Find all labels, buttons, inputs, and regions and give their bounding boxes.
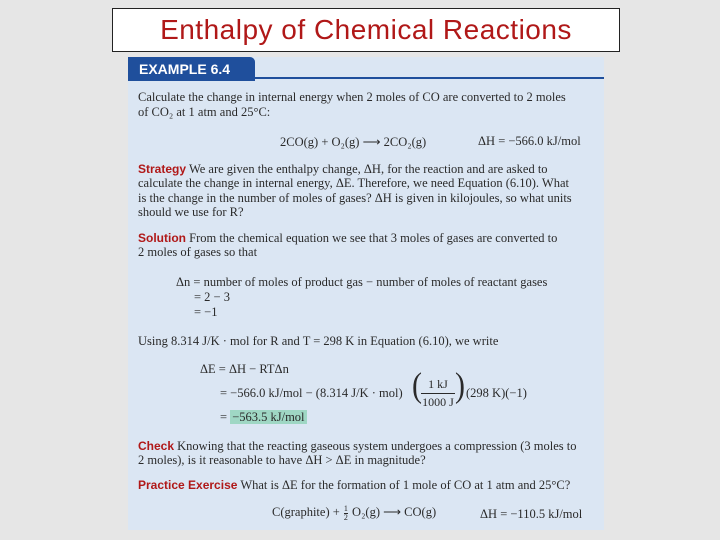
half-numerator: 1: [343, 503, 348, 513]
check-line-1: Knowing that the reacting gaseous system undergoes a compression (3 moles to: [177, 439, 577, 453]
example-tab: EXAMPLE 6.4: [128, 57, 255, 81]
delta-e-line-3: [220, 410, 307, 425]
strategy-line-1: We are given the enthalpy change, ΔH, for the reaction and are asked to: [188, 162, 548, 176]
paren-close: ): [455, 366, 465, 405]
fraction-numerator: 1 kJ: [428, 377, 448, 391]
strategy-line-2: calculate the change in internal energy, ΔE. Therefore, we need Equation (6.10). What: [138, 176, 570, 191]
delta-e-line-1: ΔE = ΔH − RTΔn: [200, 362, 289, 376]
practice-equation: [272, 504, 436, 522]
practice-eq-right: O₂(g) ⟶ CO(g): [352, 505, 437, 519]
fraction-denominator: 1000 J: [422, 395, 454, 409]
example-box: [128, 57, 604, 530]
fraction-bar: [421, 393, 455, 394]
reaction-equation: 2CO(g) + O₂(g) ⟶ 2CO₂(g): [280, 135, 427, 149]
practice-section: [138, 478, 570, 492]
problem-line-2: of CO₂ at 1 atm and 25°C:: [138, 105, 271, 119]
delta-n-line-3: = −1: [194, 305, 218, 319]
delta-e-line-2-left: = −566.0 kJ/mol − (8.314 J/K · mol): [220, 386, 403, 400]
check-section: [138, 439, 577, 468]
problem-line-1: Calculate the change in internal energy when 2 moles of CO are converted to 2 moles: [138, 90, 566, 104]
strategy-heading: Strategy: [138, 162, 187, 176]
delta-e-result: −563.5 kJ/mol: [232, 410, 305, 424]
delta-n-line-1: Δn = number of moles of product gas − number of moles of reactant gases: [176, 275, 548, 289]
solution-heading: Solution: [138, 231, 186, 245]
solution-line-1: From the chemical equation we see that 3 moles of gases are converted to: [189, 231, 558, 245]
solution-section: [138, 231, 557, 260]
check-line-2: 2 moles), is it reasonable to have ΔH > ΔE in magnitude?: [138, 453, 426, 468]
solution-line-2: 2 moles of gases so that: [138, 245, 258, 260]
practice-eq-left: C(graphite) +: [272, 505, 340, 519]
slide-title: Enthalpy of Chemical Reactions: [112, 8, 620, 52]
paren-open: (: [412, 366, 422, 405]
practice-enthalpy: ΔH = −110.5 kJ/mol: [480, 507, 583, 521]
half-fraction: [344, 505, 348, 522]
check-heading: Check: [138, 439, 175, 453]
strategy-section: [138, 162, 572, 219]
delta-e-line-2-right: (298 K)(−1): [466, 386, 527, 400]
unit-fraction: [421, 377, 455, 410]
practice-heading: Practice Exercise: [138, 478, 238, 492]
strategy-line-4: should we use for R?: [138, 204, 244, 219]
reaction-enthalpy: ΔH = −566.0 kJ/mol: [478, 134, 581, 148]
half-denominator: 2: [343, 512, 348, 522]
delta-n-line-2: = 2 − 3: [194, 290, 230, 304]
strategy-line-3: is the change in the number of moles of gases? ΔH is given in kilojoules, so what units: [138, 190, 572, 205]
practice-text: What is ΔE for the formation of 1 mole of CO at 1 atm and 25°C?: [240, 478, 571, 492]
using-text: Using 8.314 J/K · mol for R and T = 298 K in Equation (6.10), we write: [138, 334, 499, 348]
equals-sign: =: [220, 410, 228, 424]
